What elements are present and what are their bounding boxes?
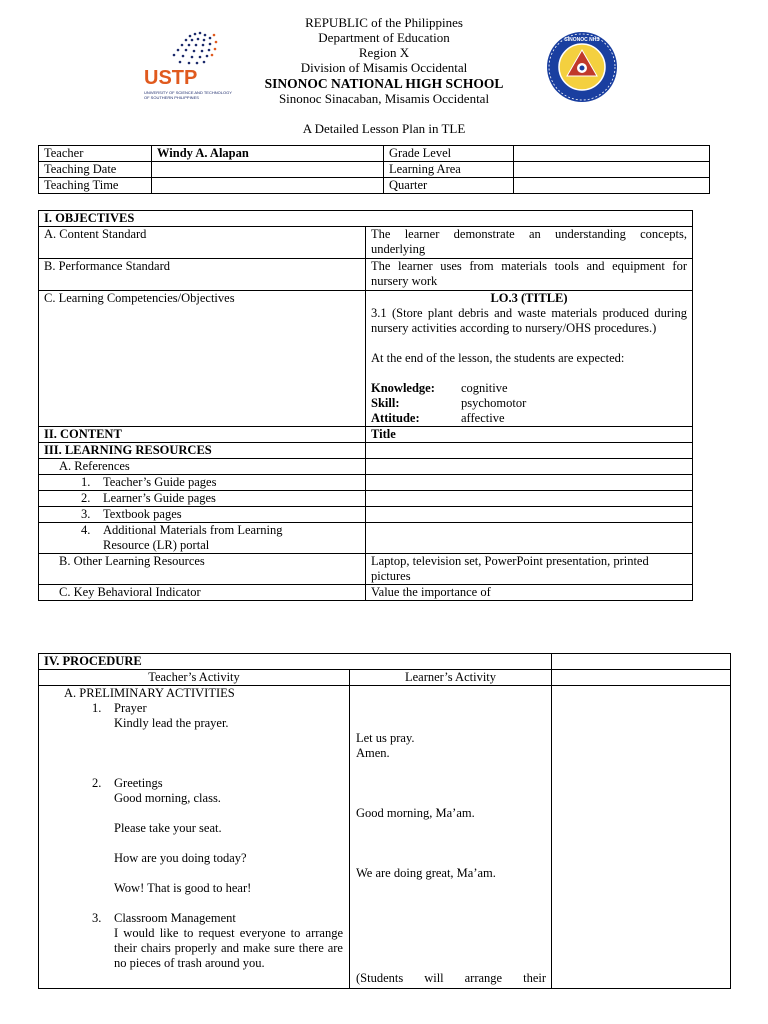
other-resources-label: B. Other Learning Resources — [39, 554, 366, 585]
learning-area-value — [514, 162, 710, 178]
classroom-management-text: I would like to request everyone to arrange their chairs properly and make sure there are no pieces of trash around you. — [114, 926, 343, 970]
competencies-cell — [366, 291, 693, 427]
svg-text:UNIVERSITY OF SCIENCE AND TECH: UNIVERSITY OF SCIENCE AND TECHNOLOGY — [144, 90, 232, 95]
knowledge-row — [371, 381, 687, 396]
attitude-label: Attitude: — [371, 411, 420, 425]
objectives-heading: I. OBJECTIVES — [39, 211, 693, 227]
table-row — [39, 585, 693, 601]
teaching-time-label: Teaching Time — [39, 178, 152, 194]
header-department: Department of Education — [318, 30, 450, 45]
document-title: A Detailed Lesson Plan in TLE — [302, 121, 466, 136]
greetings-title: Greetings — [114, 776, 163, 790]
teacher-activity-cell: A. PRELIMINARY ACTIVITIES 1. Prayer Kindly lead the prayer. 2. Greetings Good morning, class. Please take your seat. How are you doing today? Wow! That is good to hear! 3. Classroom Management I would like to request everyone to arrange their chairs properly and make sure there are no pieces of trash around you. — [39, 686, 350, 989]
additional-materials-item: 4. Additional Materials from Learning Resource (LR) portal — [39, 523, 366, 554]
teacher-activity-header: Teacher’s Activity — [39, 670, 350, 686]
key-behavioral-label: C. Key Behavioral Indicator — [39, 585, 366, 601]
content-value: Title — [366, 427, 693, 443]
table-row — [39, 459, 693, 475]
table-row — [39, 291, 693, 427]
ustp-logo-text: USTP — [144, 67, 198, 89]
competencies-label: C. Learning Competencies/Objectives — [39, 291, 366, 427]
preliminary-heading: A. PRELIMINARY ACTIVITIES — [64, 686, 235, 700]
content-heading: II. CONTENT — [39, 427, 366, 443]
objectives-table — [38, 210, 693, 601]
school-address: Sinonoc Sinacaban, Misamis Occidental — [278, 91, 490, 106]
performance-standard-label: B. Performance Standard — [39, 259, 366, 291]
learner-activity-header: Learner’s Activity — [350, 670, 552, 686]
knowledge-label: Knowledge: — [371, 381, 435, 395]
table-row — [39, 146, 710, 162]
skill-value: psychomotor — [461, 396, 527, 410]
other-resources-value: Laptop, television set, PowerPoint presentation, printed pictures — [366, 554, 693, 585]
skill-row — [371, 396, 687, 411]
content-standard-label: A. Content Standard — [39, 227, 366, 259]
attitude-row — [371, 411, 687, 426]
grade-level-label: Grade Level — [384, 146, 514, 162]
lo-title: LO.3 (TITLE) — [490, 291, 568, 305]
teaching-date-value — [152, 162, 384, 178]
table-row — [39, 554, 693, 585]
table-row — [39, 427, 693, 443]
lo-description: 3.1 (Store plant debris and waste materials produced during nursery activities according to nursery/OHS procedures.) — [371, 306, 687, 335]
table-row — [39, 443, 693, 459]
prayer-title: Prayer — [114, 701, 147, 715]
procedure-table — [38, 653, 731, 989]
teacher-label: Teacher — [39, 146, 152, 162]
table-row — [39, 178, 710, 194]
learners-guide-item: 2. Learner’s Guide pages — [39, 491, 366, 507]
table-row — [39, 507, 693, 523]
header-region: Region X — [358, 45, 410, 60]
textbook-item: 3. Textbook pages — [39, 507, 366, 523]
teacher-info-table — [38, 145, 710, 194]
table-row — [39, 523, 693, 554]
procedure-heading: IV. PROCEDURE — [39, 654, 552, 670]
prayer-instruction: Kindly lead the prayer. — [114, 716, 229, 730]
school-name: SINONOC NATIONAL HIGH SCHOOL — [264, 76, 504, 91]
performance-standard-value: The learner uses from materials tools and equipment for nursery work — [366, 259, 693, 291]
classroom-management-title: Classroom Management — [114, 911, 236, 925]
table-row — [39, 162, 710, 178]
table-row — [39, 670, 731, 686]
svg-text:SINONOC NHS: SINONOC NHS — [564, 37, 600, 43]
quarter-label: Quarter — [384, 178, 514, 194]
table-row — [39, 654, 731, 670]
table-row — [39, 211, 693, 227]
teacher-value: Windy A. Alapan — [152, 146, 384, 162]
header-division: Division of Misamis Occidental — [300, 60, 468, 75]
key-behavioral-value: Value the importance of — [366, 585, 693, 601]
quarter-value — [514, 178, 710, 194]
teaching-time-value — [152, 178, 384, 194]
table-row — [39, 259, 693, 291]
resources-heading: III. LEARNING RESOURCES — [39, 443, 366, 459]
header-republic: REPUBLIC of the Philippines — [305, 15, 463, 30]
teachers-guide-item: 1. Teacher’s Guide pages — [39, 475, 366, 491]
svg-text:OF SOUTHERN PHILIPPINES: OF SOUTHERN PHILIPPINES — [144, 95, 199, 100]
table-row — [39, 491, 693, 507]
table-row — [39, 686, 731, 989]
content-standard-value: The learner demonstrate an understanding concepts, underlying — [366, 227, 693, 259]
learner-activity-cell: Let us pray. Amen. Good morning, Ma’am. We are doing great, Ma’am. (Students will arrange their — [350, 686, 552, 989]
learning-area-label: Learning Area — [384, 162, 514, 178]
knowledge-value: cognitive — [461, 381, 508, 395]
teaching-date-label: Teaching Date — [39, 162, 152, 178]
lo-intro: At the end of the lesson, the students are expected: — [371, 351, 625, 365]
skill-label: Skill: — [371, 396, 400, 410]
references-label: A. References — [39, 459, 366, 475]
attitude-value: affective — [461, 411, 505, 425]
table-row — [39, 475, 693, 491]
grade-level-value — [514, 146, 710, 162]
table-row — [39, 227, 693, 259]
